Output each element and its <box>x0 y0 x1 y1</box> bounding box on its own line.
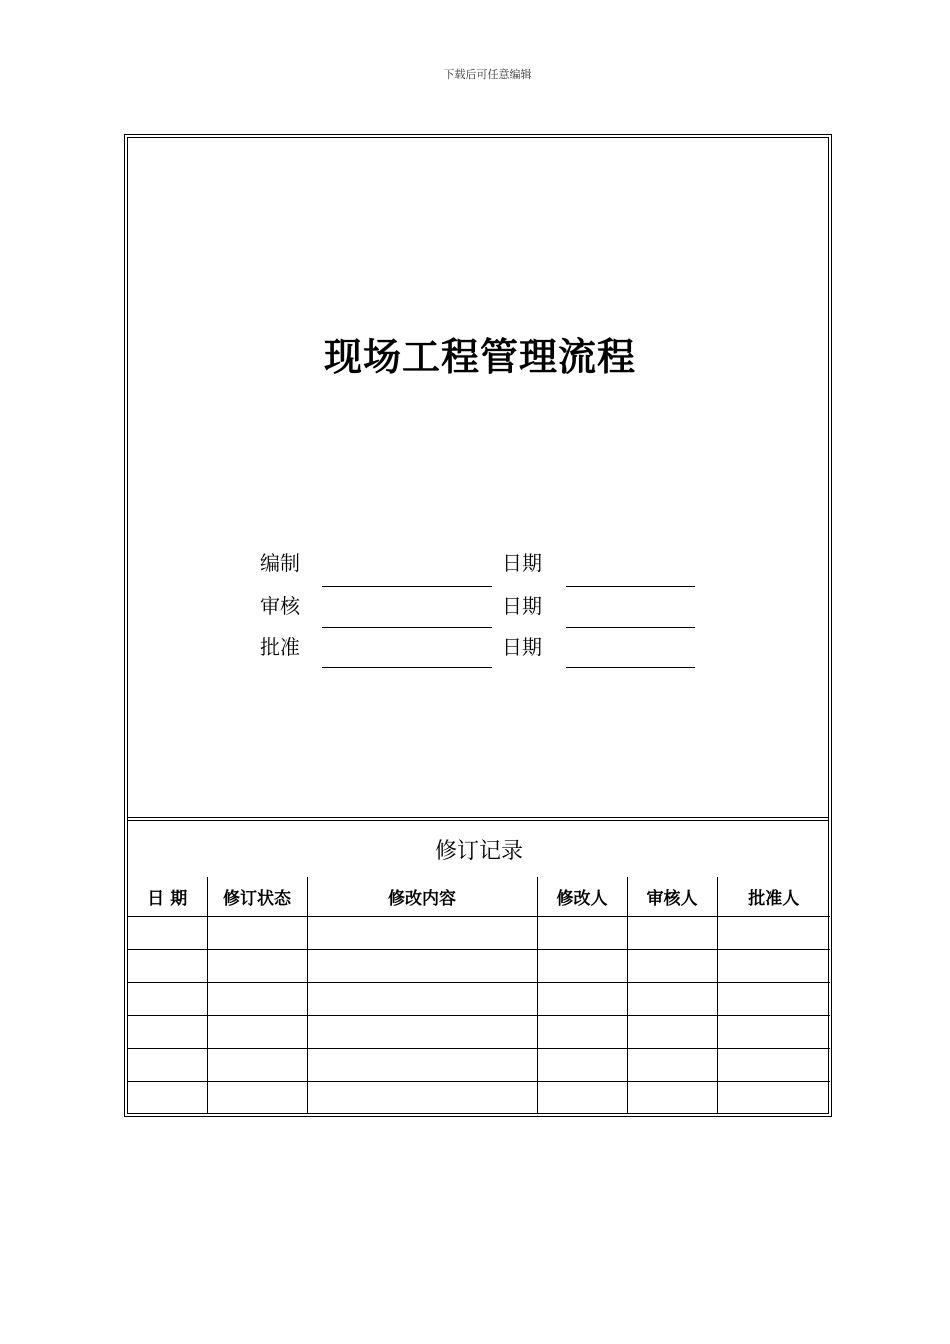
table-cell[interactable] <box>717 1081 830 1114</box>
table-cell[interactable] <box>207 1081 307 1114</box>
signoff-label-approved: 批准 <box>260 635 300 659</box>
table-cell[interactable] <box>537 1015 627 1048</box>
signoff-date-label-prepared: 日期 <box>502 551 542 575</box>
revision-table-header <box>128 877 830 916</box>
table-cell[interactable] <box>627 949 717 982</box>
table-cell[interactable] <box>128 949 207 982</box>
signoff-label-prepared: 编制 <box>260 551 300 575</box>
table-cell[interactable] <box>717 1015 830 1048</box>
column-header-change-content: 修改内容 <box>307 877 537 916</box>
table-row <box>128 916 830 949</box>
table-row <box>128 1015 830 1048</box>
table-cell[interactable] <box>207 916 307 949</box>
signoff-date-label-approved: 日期 <box>502 635 542 659</box>
table-cell[interactable] <box>207 982 307 1015</box>
table-cell[interactable] <box>307 949 537 982</box>
column-header-revision-status: 修订状态 <box>207 877 307 916</box>
table-cell[interactable] <box>537 949 627 982</box>
table-cell[interactable] <box>128 1048 207 1081</box>
section-divider-top <box>128 817 828 818</box>
table-cell[interactable] <box>207 1015 307 1048</box>
table-row <box>128 982 830 1015</box>
column-header-modifier: 修改人 <box>537 877 627 916</box>
table-cell[interactable] <box>128 982 207 1015</box>
table-cell[interactable] <box>627 1048 717 1081</box>
table-cell[interactable] <box>717 982 830 1015</box>
table-cell[interactable] <box>717 916 830 949</box>
table-cell[interactable] <box>307 982 537 1015</box>
signoff-line-reviewed[interactable] <box>322 627 492 628</box>
signoff-date-line-reviewed[interactable] <box>566 627 695 628</box>
column-header-reviewer: 审核人 <box>627 877 717 916</box>
table-cell[interactable] <box>307 1048 537 1081</box>
table-row <box>128 1048 830 1081</box>
table-cell[interactable] <box>207 1048 307 1081</box>
section-divider-bottom <box>128 820 828 821</box>
column-header-date: 日 期 <box>128 877 207 916</box>
table-cell[interactable] <box>128 1015 207 1048</box>
signoff-label-reviewed: 审核 <box>260 594 300 618</box>
column-header-approver: 批准人 <box>717 877 830 916</box>
table-cell[interactable] <box>207 949 307 982</box>
table-cell[interactable] <box>717 1048 830 1081</box>
table-cell[interactable] <box>627 1081 717 1114</box>
table-cell[interactable] <box>128 916 207 949</box>
table-cell[interactable] <box>307 1015 537 1048</box>
signoff-line-prepared[interactable] <box>322 586 492 587</box>
header-note: 下载后可任意编辑 <box>443 68 532 81</box>
table-row <box>128 1081 830 1114</box>
signoff-date-line-prepared[interactable] <box>566 586 695 587</box>
table-cell[interactable] <box>128 1081 207 1114</box>
signoff-date-line-approved[interactable] <box>566 667 695 668</box>
table-cell[interactable] <box>537 916 627 949</box>
document-title: 现场工程管理流程 <box>323 334 636 379</box>
table-cell[interactable] <box>627 916 717 949</box>
revision-record-title: 修订记录 <box>434 839 523 864</box>
table-cell[interactable] <box>307 1081 537 1114</box>
table-cell[interactable] <box>627 982 717 1015</box>
table-cell[interactable] <box>627 1015 717 1048</box>
revision-table <box>128 877 830 1114</box>
table-cell[interactable] <box>537 1048 627 1081</box>
table-cell[interactable] <box>537 982 627 1015</box>
table-cell[interactable] <box>717 949 830 982</box>
table-row <box>128 949 830 982</box>
signoff-line-approved[interactable] <box>322 667 492 668</box>
table-cell[interactable] <box>537 1081 627 1114</box>
table-cell[interactable] <box>307 916 537 949</box>
signoff-date-label-reviewed: 日期 <box>502 594 542 618</box>
